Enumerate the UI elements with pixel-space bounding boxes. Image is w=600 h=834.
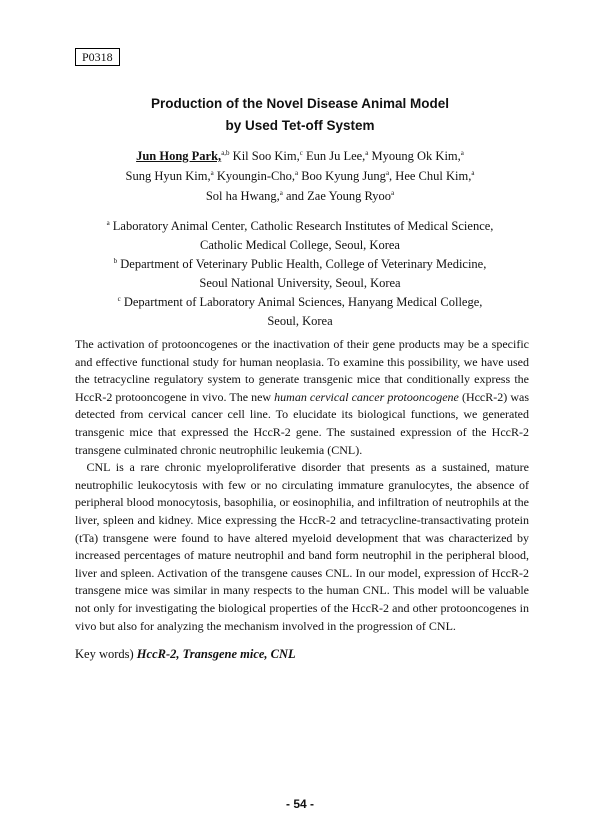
- author-line-3: Sol ha Hwang,$^a$ and Zae Young Ryoo$^a$: [205, 189, 395, 203]
- abstract-paragraph-1: The activation of protooncogenes or the inactivation of their gene products may be a specific and effective functional study for human neoplasia. To examine this possibility, we have used the tetracycline regulatory system to generate transgenic mice that conditionally express the HccR-2 protooncogene in vivo. The new human cervical cancer protooncogene (HccR-2) was detected from cervical cancer cell line. To elucidate its biological functions, we generated transgenic mice that expressed the HccR-2 gene. The sustained expression of the HccR-2 transgene culminated chronic neutrophilic leukemia (CNL).: [75, 337, 529, 457]
- affiliation-b: $^b$ Department of Veterinary Public Health, College of Veterinary Medicine, Seoul National University, Seoul, Korea: [113, 257, 487, 290]
- author: , Hee Chul Kim,: [389, 169, 472, 183]
- author: Eun Ju Lee,: [305, 149, 366, 163]
- abstract-code-box: P0318: [75, 48, 120, 66]
- title-line-1: Production of the Novel Disease Animal Model: [150, 96, 450, 111]
- author: Kil Soo Kim,: [232, 149, 300, 163]
- author: Sol ha Hwang,: [205, 189, 280, 203]
- author: Myoung Ok Kim,: [371, 149, 461, 163]
- keywords-terms: HccR-2, Transgene mice, CNL: [136, 647, 296, 661]
- abstract-body: [75, 336, 529, 635]
- author: Sung Hyun Kim,: [125, 169, 211, 183]
- affiliation-c: $^c$ Department of Laboratory Animal Sciences, Hanyang Medical College, Seoul, Korea: [117, 295, 483, 328]
- abstract-paragraph-2: CNL is a rare chronic myeloproliferative disorder that presents as a sustained, mature neutrophilic leukocytosis with few or no circulating immature granulocytes, the absence of peripheral blood monocytosis, basophilia, or eosinophilia, and infiltration of neutrophils at the liver, spleen and kidney. Mice expressing the HccR-2 and tetracycline-transactivating protein (tTa) transgene were found to have altered myeloid development that was characterized by increased percentages of mature neutrophil and band form neutrophil in the peripheral blood, liver and spleen. Activation of the transgene causes CNL. In our model, expression of HccR-2 transgene mice was similar in many respects to the human CNL. This model will be valuable not only for investigating the biological properties of the HccR-2 and other protooncogenes in vivo but also for analyzing the mechanism involved in the progression of CNL.: [75, 460, 530, 633]
- page-number: - 54 -: [285, 797, 314, 811]
- author: Boo Kyung Jung: [301, 169, 386, 183]
- paper-title: [0, 93, 600, 137]
- author: Kyoungin-Cho,: [216, 169, 295, 183]
- author-line-1: Jun Hong Park,$^{a,b}$ Kil Soo Kim,$^c$ Eun Ju Lee,$^a$ Myoung Ok Kim,$^a$: [136, 149, 464, 163]
- author: and Zae Young Ryoo: [286, 189, 392, 203]
- affiliation-list: [0, 217, 600, 331]
- keywords-label: Key words): [75, 647, 134, 661]
- title-line-2: by Used Tet-off System: [225, 118, 375, 133]
- keywords-line: [75, 646, 296, 663]
- author-list: [0, 146, 600, 206]
- author-presenter: Jun Hong Park,: [136, 149, 222, 163]
- affiliation-a: $^a$ Laboratory Animal Center, Catholic Research Institutes of Medical Science, Catholic Medical College, Seoul, Korea: [106, 219, 494, 252]
- author-line-2: Sung Hyun Kim,$^a$ Kyoungin-Cho,$^a$ Boo Kyung Jung$^a$, Hee Chul Kim,$^a$: [125, 169, 475, 183]
